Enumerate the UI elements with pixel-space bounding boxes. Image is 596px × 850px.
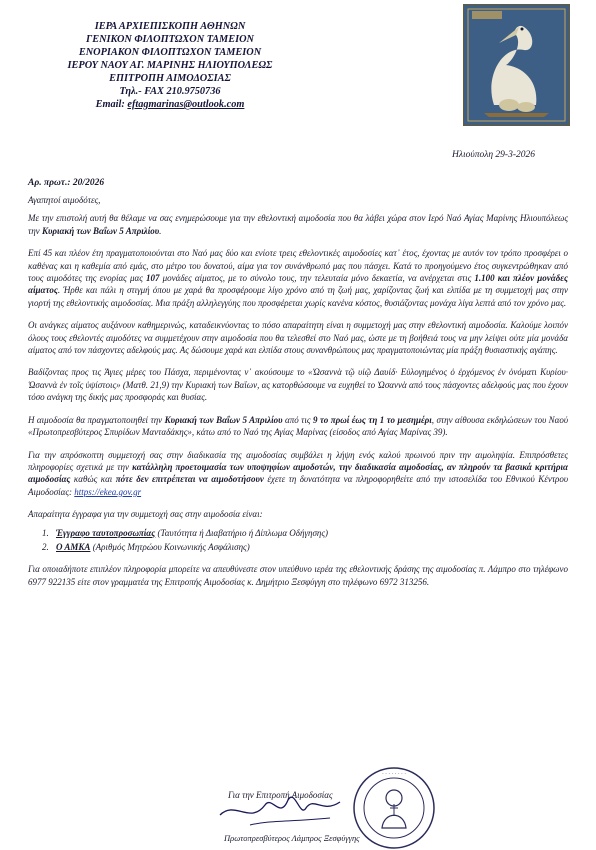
letterhead-line: ΙΕΡΟΥ ΝΑΟΥ ΑΓ. ΜΑΡΙΝΗΣ ΗΛΙΟΥΠΟΛΕΩΣ	[67, 60, 273, 71]
letterhead-line: ΙΕΡΑ ΑΡΧΙΕΠΙΣΚΟΠΗ ΑΘΗΝΩΝ	[94, 21, 246, 32]
email-line	[40, 98, 300, 111]
email-link[interactable]: eftagmarinas@outlook.com	[127, 99, 245, 110]
protocol-number: Αρ. πρωτ.: 20/2026	[28, 178, 105, 188]
docs-intro: Απαραίτητα έγγραφα για την συμμετοχή σας στην αιμοδοσία είναι:	[28, 509, 263, 520]
phone-fax: Τηλ.- FAX 210.9750736	[119, 86, 221, 97]
letter-date: Ηλιούπολη 29-3-2026	[452, 150, 536, 160]
letterhead-line: ΓΕΝΙΚΟΝ ΦΙΛΟΠΤΩΧΟΝ ΤΑΜΕΙΟΝ	[86, 34, 254, 45]
signature-caption: Για την Επιτροπή Αιμοδοσίας	[228, 790, 333, 800]
church-seal-stamp	[352, 766, 436, 850]
svg-text:· · · · · · · ·: · · · · · · · ·	[382, 771, 406, 777]
letterhead-line: ΕΝΟΡΙΑΚΟΝ ΦΙΛΟΠΤΩΧΟΝ ΤΑΜΕΙΟΝ	[78, 47, 262, 58]
required-documents-list	[42, 527, 568, 554]
paragraph-info: Για την απρόσκοπτη συμμετοχή σας στην διαδικασία της αιμοδοσίας συμβάλει η λήψη ενός καλού πρωινού πριν την αιμοληψία. Επιπρόσθετες πληροφορίες σχετικά με την κατάλληλη προετοιμασία των υποψηφίων αιμοδοτών, την διαδικασία αιμοδοσίας, αν πληρούν τα βασικά κριτήρια αιμοδοσίας καθώς και πότε δεν επιτρέπεται να αιμοδοτήσουν έχετε τη δυνατότητα να πληροφορηθείτε από την ιστοσελίδα του Εθνικού Κέντρου Αιμοδοσίας: https://ekea.gov.gr	[28, 449, 568, 497]
paragraph-contact: Για οποιαδήποτε επιπλέον πληροφορία μπορείτε να απευθύνεστε στον υπεύθυνο ιερέα της εθελοντικής δράσης της αιμοδοσίας π. Λάμπρο στο τηλέφωνο 6977 922135 είτε στον γραμματέα της Επιτροπής Αιμοδοσίας κ. Δημήτριο Ξεσφύγγη στο τηλέφωνο 6972 313256.	[28, 564, 568, 587]
letter-body	[28, 194, 568, 598]
handwritten-signature	[210, 780, 350, 832]
email-label: Email:	[95, 99, 125, 110]
letterhead-line: ΕΠΙΤΡΟΠΗ ΑΙΜΟΔΟΣΙΑΣ	[109, 73, 231, 84]
list-item: 1. Έγγραφο ταυτοπροσωπίας (Ταυτότητα ή Διαβατήριο ή Δίπλωμα Οδήγησης)	[42, 527, 329, 538]
paragraph-schedule: Η αιμοδοσία θα πραγματοποιηθεί την Κυριακή των Βαΐων 5 Απριλίου από τις 9 το πρωί έως τη 1 το μεσημέρι, στην αίθουσα εκδηλώσεων του Ναού «Πρωτοπρεσβύτερος Σπυρίδων Μανταδάκης», κάτω από το Ναό της Αγίας Μαρίνας (είσοδος από Αγίας Μαρίνας 39).	[28, 414, 569, 438]
paragraph-needs: Οι ανάγκες αίματος αυξάνουν καθημερινώς, καταδεικνύοντας το πόσο απαραίτητη είναι η συμμετοχή μας στην εθελοντική αιμοδοσία. Καλούμε λοιπόν όλους τους εθελοντές αιμοδότες να συμμετέχουν στην αιμοδοσία που θα τελεσθεί στο Ναό μας, ώστε με τη βοήθειά τους να μην λείψει ούτε μία μονάδα αίματος από τον πάσχοντες αδελφούς μας. Ας δώσουμε χαρά και ελπίδα στους συνανθρώπους μας πραγματοποιώντας μία πράξη θυσιαστικής αγάπης.	[28, 320, 568, 356]
paragraph-intro: Με την επιστολή αυτή θα θέλαμε να σας ενημερώσουμε για την εθελοντική αιμοδοσία που θα λάβει χώρα στον Ιερό Ναό Αγίας Μαρίνης Ηλιουπόλεως την Κυριακή των Βαΐων 5 Απριλίου.	[28, 213, 568, 236]
ekea-link[interactable]: https://ekea.gov.gr	[74, 486, 142, 497]
greeting: Αγαπητοί αιμοδότες,	[28, 195, 101, 205]
signatory-name: Πρωτοπρεσβύτερος Λάμπρος Ξεσφύγγης	[224, 833, 360, 843]
pelican-icon	[463, 4, 570, 126]
list-item: 2. Ο ΑΜΚΑ (Αριθμός Μητρώου Κοινωνικής Ασφάλισης)	[42, 541, 250, 552]
paragraph-easter: Βαδίζοντας προς τις Άγιες μέρες του Πάσχα, περιμένοντας ν᾽ ακούσουμε το «Ὡσαννὰ τῷ υἱῷ Δαυίδ· Εὐλογημένος ὁ ἐρχόμενος ἐν ὀνόματι Κυρίου· Ὡσαννὰ ἐν τοῖς ὑψίστοις» (Ματθ. 21,9) την Κυριακή των Βαΐων, ας κατορθώσουμε να ευχηθεί το Ὡσαννὰ από τους πάσχοντες αδελφούς μας που έχουν τόσο ανάγκη της δικής μας προσφοράς και θυσίας.	[28, 367, 568, 403]
paragraph-history: Επί 45 και πλέον έτη πραγματοποιούνται στο Ναό μας δύο και ενίοτε τρεις εθελοντικές αιμοδοσίες κατ᾽ έτος, έχοντας με αυτόν τον τρόπο προσφέρει ο καθένας και η καθεμία από εμάς, στο μέτρο του δυνατού, αίμα για τον συνάνθρωπό μας που πάσχει. Κατά το προηγούμενο έτος συγκεντρώθηκαν από τους αιμοδότες της ενορίας μας 107 μονάδες αίματος, με το σύνολο τους, την τελευταία μόνο δεκαετία, να ανέρχεται στις 1.100 και πλέον μονάδες αίματος. Ήρθε και πάλι η στιγμή όπου με χαρά θα προσφέρουμε λίγο χρόνο από τη ζωή μας, χαρίζοντας ζωή και ελπίδα με τη συμμετοχή μας στην γιορτή της εθελοντικής αιμοδοσίας. Μια πράξη αλληλεγγύης που προσφέρεται χωρίς κανένα κόστος, θυσιάζοντας μονάχα λίγα λεπτά από τον χρόνο μας.	[28, 248, 569, 308]
letterhead	[40, 20, 300, 111]
